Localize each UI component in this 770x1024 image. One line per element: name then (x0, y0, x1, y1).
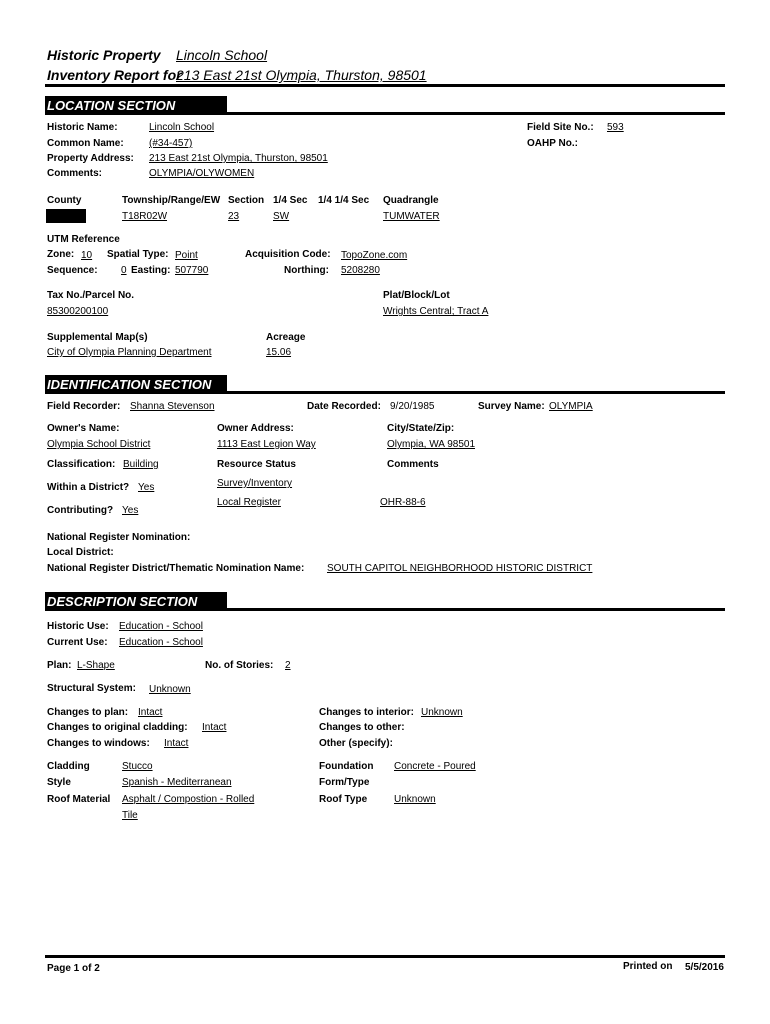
printed-on-label: Printed on (623, 961, 673, 972)
roof-material-label: Roof Material (47, 794, 111, 805)
quarter-quarter-sec-label: 1/4 1/4 Sec (318, 195, 370, 206)
owner-address-label: Owner Address: (217, 423, 294, 434)
tax-parcel-label: Tax No./Parcel No. (47, 290, 135, 301)
changes-interior-label: Changes to interior: (319, 707, 415, 718)
supplemental-map-label: Supplemental Map(s) (47, 332, 148, 343)
survey-name-value: OLYMPIA (549, 401, 593, 412)
property-address-label: Property Address: (47, 153, 134, 164)
foundation-label: Foundation (319, 761, 374, 772)
historic-use-label: Historic Use: (47, 621, 109, 632)
common-name-label: Common Name: (47, 138, 124, 149)
section-label: Section (228, 195, 265, 206)
acreage-label: Acreage (266, 332, 306, 343)
description-section-header: DESCRIPTION SECTION (45, 592, 227, 611)
roof-material-value-1: Asphalt / Compostion - Rolled (122, 794, 255, 805)
property-address-value: 213 East 21st Olympia, Thurston, 98501 (149, 153, 328, 164)
printed-date: 5/5/2016 (685, 962, 724, 973)
comments-value: OLYMPIA/OLYWOMEN (149, 168, 255, 179)
cladding-label: Cladding (47, 761, 90, 772)
stories-value: 2 (285, 660, 291, 671)
property-name: Lincoln School (176, 47, 268, 63)
date-recorded-label: Date Recorded: (307, 401, 381, 412)
page-number: Page 1 of 2 (47, 963, 100, 974)
owner-address-value: 1113 East Legion Way (217, 439, 316, 450)
date-recorded-value: 9/20/1985 (390, 401, 435, 412)
roof-material-value-2: Tile (122, 810, 138, 821)
county-label: County (47, 195, 82, 206)
plat-block-lot-label: Plat/Block/Lot (383, 290, 450, 301)
resource-status-1: Survey/Inventory (217, 478, 293, 489)
township-label: Township/Range/EW (122, 195, 221, 206)
zone-value: 10 (81, 250, 93, 261)
structural-system-value: Unknown (149, 684, 191, 695)
style-value: Spanish - Mediterranean (122, 777, 232, 788)
plat-block-lot-value: Wrights Central; Tract A (383, 306, 489, 317)
form-type-label: Form/Type (319, 777, 370, 788)
acquisition-code-value: TopoZone.com (341, 250, 408, 261)
property-address-header: 213 East 21st Olympia, Thurston, 98501 (176, 67, 427, 83)
structural-system-label: Structural System: (47, 683, 136, 694)
within-district-value: Yes (138, 482, 155, 493)
section-value: 23 (228, 211, 240, 222)
city-state-zip-value: Olympia, WA 98501 (387, 439, 476, 450)
classification-value: Building (123, 459, 159, 470)
foundation-value: Concrete - Poured (394, 761, 476, 772)
county-redacted-box (46, 209, 86, 223)
utm-reference-label: UTM Reference (47, 234, 120, 245)
style-label: Style (47, 777, 71, 788)
within-district-label: Within a District? (47, 482, 130, 493)
resource-status-label: Resource Status (217, 459, 296, 470)
historic-use-value: Education - School (119, 621, 203, 632)
historic-name-value: Lincoln School (149, 122, 215, 133)
resource-status-2-comment: OHR-88-6 (380, 497, 426, 508)
changes-cladding-label: Changes to original cladding: (47, 722, 188, 733)
spatial-type-label: Spatial Type: (107, 249, 169, 260)
location-section-header: LOCATION SECTION (45, 96, 227, 115)
changes-interior-value: Unknown (421, 707, 463, 718)
field-site-no-value: 593 (607, 122, 624, 133)
comments-label: Comments: (47, 168, 103, 179)
quarter-sec-label: 1/4 Sec (273, 195, 308, 206)
changes-plan-label: Changes to plan: (47, 707, 129, 718)
report-title-label-2: Inventory Report for (47, 67, 182, 83)
easting-value: 507790 (175, 265, 209, 276)
quarter-sec-value: SW (273, 211, 290, 222)
changes-windows-label: Changes to windows: (47, 738, 150, 749)
nr-district-value: SOUTH CAPITOL NEIGHBORHOOD HISTORIC DISTRICT (327, 563, 593, 574)
oahp-no-label: OAHP No.: (527, 138, 578, 149)
local-district-label: Local District: (47, 547, 114, 558)
report-title-label-1: Historic Property (47, 47, 161, 63)
field-recorder-label: Field Recorder: (47, 401, 121, 412)
northing-label: Northing: (284, 265, 329, 276)
historic-name-label: Historic Name: (47, 122, 118, 133)
easting-label: Easting: (131, 265, 171, 276)
status-comments-label: Comments (387, 459, 439, 470)
classification-label: Classification: (47, 459, 116, 470)
changes-other-label: Changes to other: (319, 722, 405, 733)
plan-value: L-Shape (77, 660, 115, 671)
owner-name-value: Olympia School District (47, 439, 151, 450)
changes-windows-value: Intact (164, 738, 189, 749)
acquisition-code-label: Acquisition Code: (245, 249, 331, 260)
identification-section-header: IDENTIFICATION SECTION (45, 375, 227, 394)
spatial-type-value: Point (175, 250, 198, 261)
nr-nomination-label: National Register Nomination: (47, 532, 191, 543)
field-recorder-value: Shanna Stevenson (130, 401, 215, 412)
tax-parcel-value: 85300200100 (47, 306, 109, 317)
nr-district-label: National Register District/Thematic Nomination Name: (47, 563, 305, 574)
zone-label: Zone: (47, 249, 75, 260)
quadrangle-label: Quadrangle (383, 195, 439, 206)
roof-type-value: Unknown (394, 794, 436, 805)
contributing-label: Contributing? (47, 505, 114, 516)
owner-name-label: Owner's Name: (47, 423, 120, 434)
northing-value: 5208280 (341, 265, 380, 276)
sequence-value: 0 (121, 265, 127, 276)
quadrangle-value: TUMWATER (383, 211, 440, 222)
roof-type-label: Roof Type (319, 794, 368, 805)
resource-status-2: Local Register (217, 497, 281, 508)
field-site-no-label: Field Site No.: (527, 122, 594, 133)
footer-rule (45, 955, 725, 958)
current-use-label: Current Use: (47, 637, 108, 648)
township-value: T18R02W (122, 211, 168, 222)
sequence-label: Sequence: (47, 265, 98, 276)
other-specify-label: Other (specify): (319, 738, 393, 749)
common-name-value: (#34-457) (149, 138, 193, 149)
stories-label: No. of Stories: (205, 660, 274, 671)
contributing-value: Yes (122, 505, 139, 516)
supplemental-map-value: City of Olympia Planning Department (47, 347, 212, 358)
header-rule (45, 84, 725, 87)
city-state-zip-label: City/State/Zip: (387, 423, 455, 434)
cladding-value: Stucco (122, 761, 153, 772)
plan-label: Plan: (47, 660, 72, 671)
acreage-value: 15.06 (266, 347, 292, 358)
current-use-value: Education - School (119, 637, 203, 648)
changes-cladding-value: Intact (202, 722, 227, 733)
survey-name-label: Survey Name: (478, 401, 545, 412)
changes-plan-value: Intact (138, 707, 163, 718)
